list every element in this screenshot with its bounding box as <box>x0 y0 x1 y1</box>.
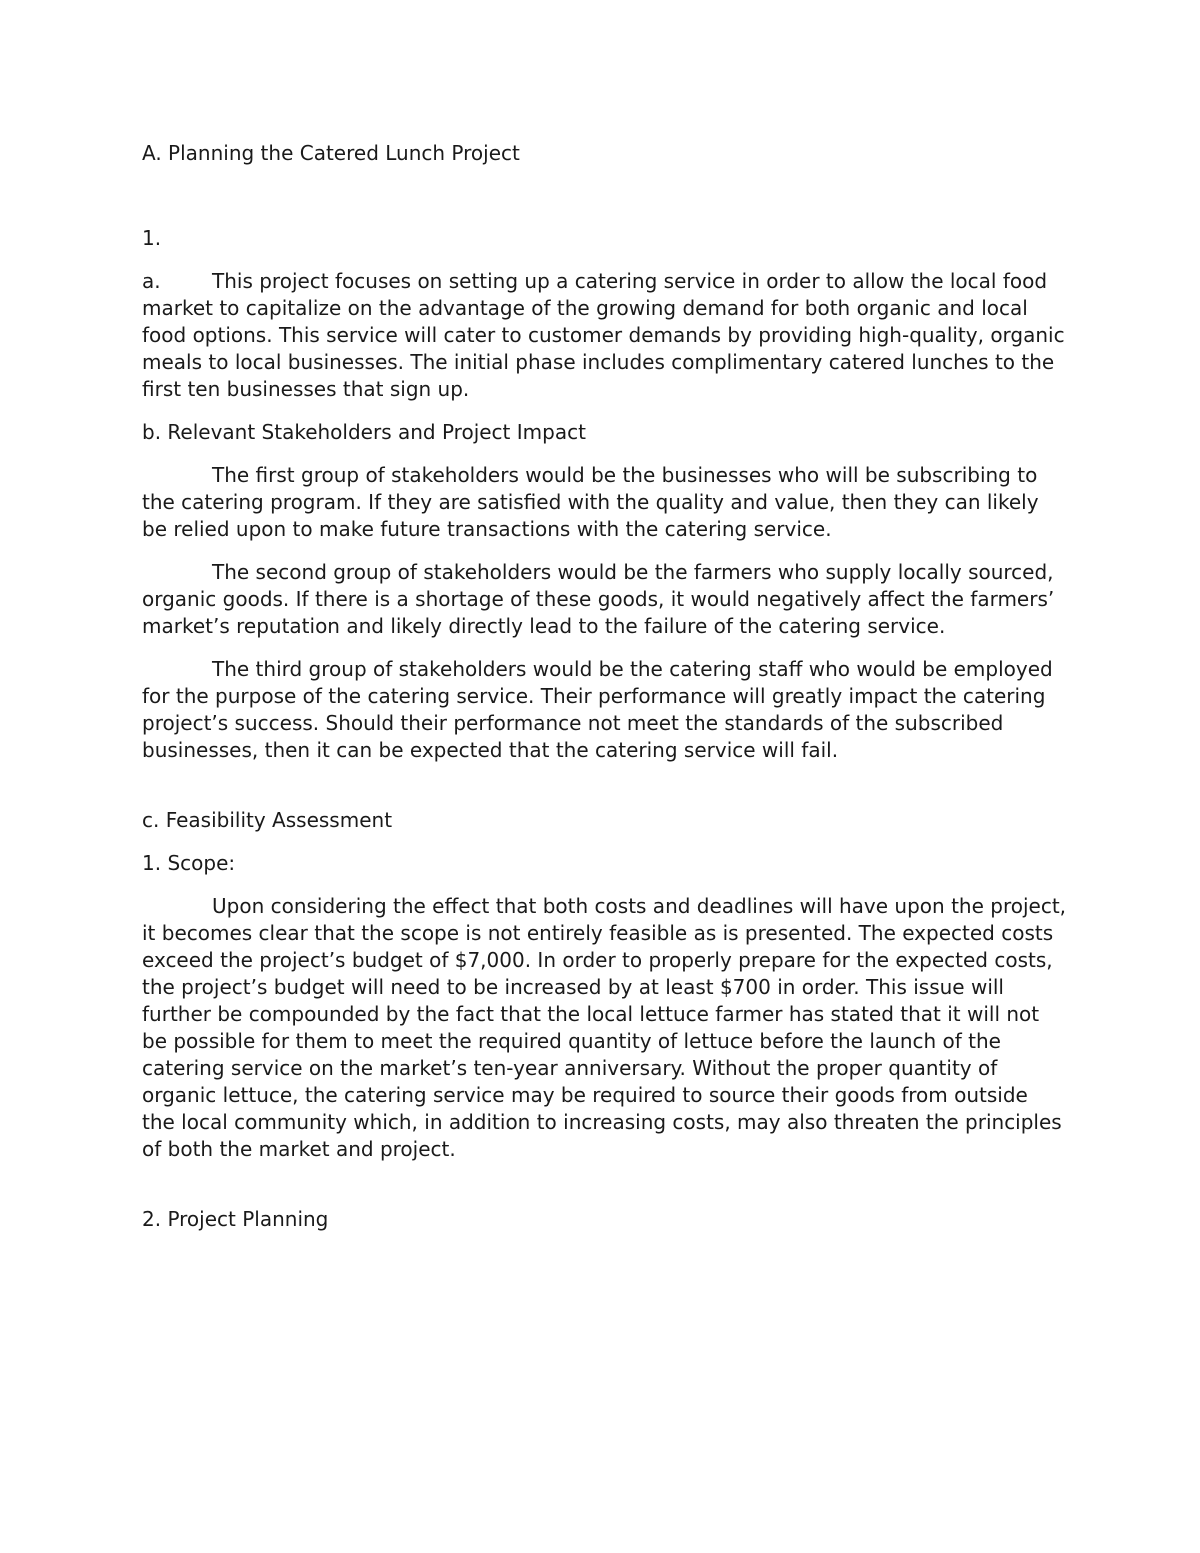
item-a-text: This project focuses on setting up a catering service in order to allow the local food market to capitalize on the advantage of the growing demand for both organic and local food options. This service will cater to customer demands by providing high-quality, organic meals to local businesses. The initial phase includes complimentary catered lunches to the first ten businesses that sign up. <box>142 269 1065 401</box>
item-a-label: a. <box>142 269 161 293</box>
scope-paragraph: Upon considering the effect that both costs and deadlines will have upon the project, it becomes clear that the scope is not entirely feasible as is presented. The expected costs exceed the project’s budget of $7,000. In order to properly prepare for the expected costs, the project’s budget will need to be increased by at least $700 in order. This issue will further be compounded by the fact that the local lettuce farmer has stated that it will not be possible for them to meet the required quantity of lettuce before the launch of the catering service on the market’s ten-year anniversary. Without the proper quantity of organic lettuce, the catering service may be required to source their goods from outside the local community which, in addition to increasing costs, may also threaten the principles of both the market and project. <box>142 894 1067 1161</box>
item-c-heading: c. Feasibility Assessment <box>142 808 393 832</box>
section-number: 1. <box>142 226 162 250</box>
scope-subheading: 1. Scope: <box>142 851 236 875</box>
stakeholders-paragraph-3: The third group of stakeholders would be the catering staff who would be employed for the purpose of the catering service. Their performance will greatly impact the catering project’s success. Should their performance not meet the standards of the subscribed businesses, then it can be expected that the catering service will fail. <box>142 657 1053 762</box>
stakeholders-paragraph-1: The first group of stakeholders would be the businesses who will be subscribing to the catering program. If they are satisfied with the quality and value, then they can likely be relied upon to make future transactions with the catering service. <box>142 463 1039 541</box>
stakeholders-paragraph-2: The second group of stakeholders would be the farmers who supply locally sourced, organic goods. If there is a shortage of these goods, it would negatively affect the farmers’ market’s reputation and likely directly lead to the failure of the catering service. <box>142 560 1055 638</box>
document-page <box>142 140 1067 1233</box>
section-2-heading: 2. Project Planning <box>142 1207 329 1231</box>
document-title: A. Planning the Catered Lunch Project <box>142 141 520 165</box>
item-a <box>142 268 1067 403</box>
item-b-heading: b. Relevant Stakeholders and Project Impact <box>142 420 586 444</box>
